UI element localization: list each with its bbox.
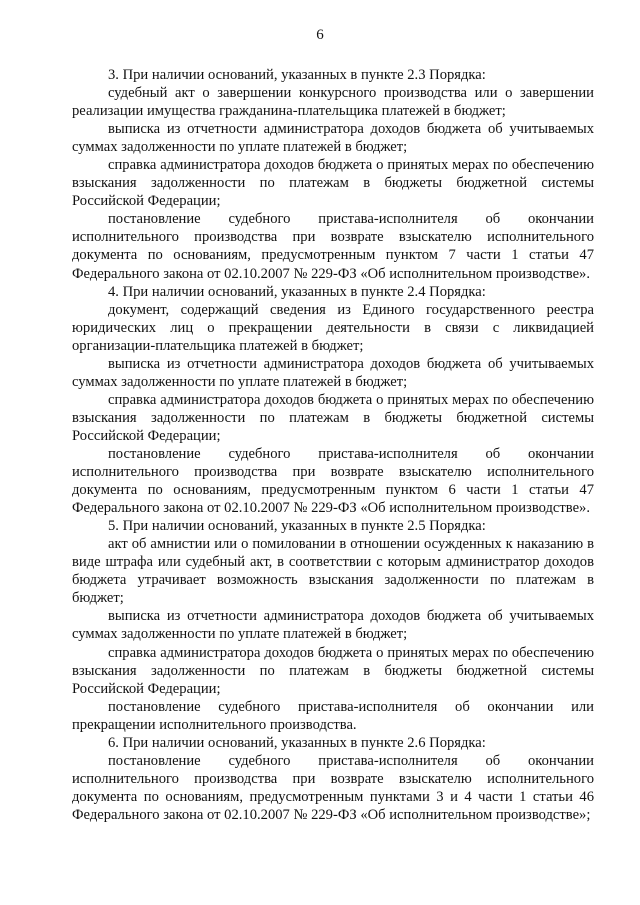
section-4-item-2: выписка из отчетности администратора доходов бюджета об учитываемых суммах задолженности по уплате платежей в бюджет;	[72, 355, 594, 390]
section-5-item-2: выписка из отчетности администратора доходов бюджета об учитываемых суммах задолженности по уплате платежей в бюджет;	[72, 608, 594, 643]
section-3-heading: 3. При наличии оснований, указанных в пункте 2.3 Порядка:	[108, 67, 486, 83]
section-5-item-4: постановление судебного пристава-исполнителя об окончании или прекращении исполнительного производства.	[72, 698, 594, 733]
section-3-item-1: судебный акт о завершении конкурсного производства или о завершении реализации имущества гражданина-плательщика платежей в бюджет;	[72, 85, 594, 120]
section-3-item-3: справка администратора доходов бюджета о принятых мерах по обеспечению взыскания задолженности по платежам в бюджеты бюджетной системы Российской Федерации;	[72, 157, 594, 210]
section-5-item-1: акт об амнистии или о помиловании в отношении осужденных к наказанию в виде штрафа или судебный акт, в соответствии с которым администратор доходов бюджета утрачивает возможность взыскания задолженности по платежам в бюджет;	[72, 536, 594, 607]
section-5-heading: 5. При наличии оснований, указанных в пункте 2.5 Порядка:	[108, 518, 486, 535]
document-body	[72, 66, 594, 824]
section-6-heading: 6. При наличии оснований, указанных в пункте 2.6 Порядка:	[108, 734, 486, 751]
section-5-item-3: справка администратора доходов бюджета о принятых мерах по обеспечению взыскания задолженности по платежам в бюджеты бюджетной системы Российской Федерации;	[72, 644, 594, 697]
section-3-item-2: выписка из отчетности администратора доходов бюджета об учитываемых суммах задолженности по уплате платежей в бюджет;	[72, 121, 594, 156]
section-4-item-4: постановление судебного пристава-исполнителя об окончании исполнительного производства при возврате взыскателю исполнительного документа по основаниям, предусмотренным пунктом 6 части 1 статьи 47 Федерального закона от 02.10.2007 № 229-ФЗ «Об исполнительном производстве».	[72, 445, 594, 517]
section-4-item-3: справка администратора доходов бюджета о принятых мерах по обеспечению взыскания задолженности по платежам в бюджеты бюджетной системы Российской Федерации;	[72, 391, 594, 444]
section-6-item-1: постановление судебного пристава-исполнителя об окончании исполнительного производства при возврате взыскателю исполнительного документа по основаниям, предусмотренным пунктами 3 и 4 части 1 статьи 46 Федерального закона от 02.10.2007 № 229-ФЗ «Об исполнительном производстве»;	[72, 752, 594, 823]
section-3-item-4: постановление судебного пристава-исполнителя об окончании исполнительного производства при возврате взыскателю исполнительного документа по основаниям, предусмотренным пунктом 7 части 1 статьи 47 Федерального закона от 02.10.2007 № 229-ФЗ «Об исполнительном производстве».	[72, 211, 594, 282]
section-4-heading: 4. При наличии оснований, указанных в пункте 2.4 Порядка:	[108, 283, 486, 300]
section-4-item-1: документ, содержащий сведения из Единого государственного реестра юридических лиц о прекращении деятельности в связи с ликвидацией организации-плательщика платежей в бюджет;	[72, 301, 594, 354]
page-number: 6	[316, 27, 324, 43]
